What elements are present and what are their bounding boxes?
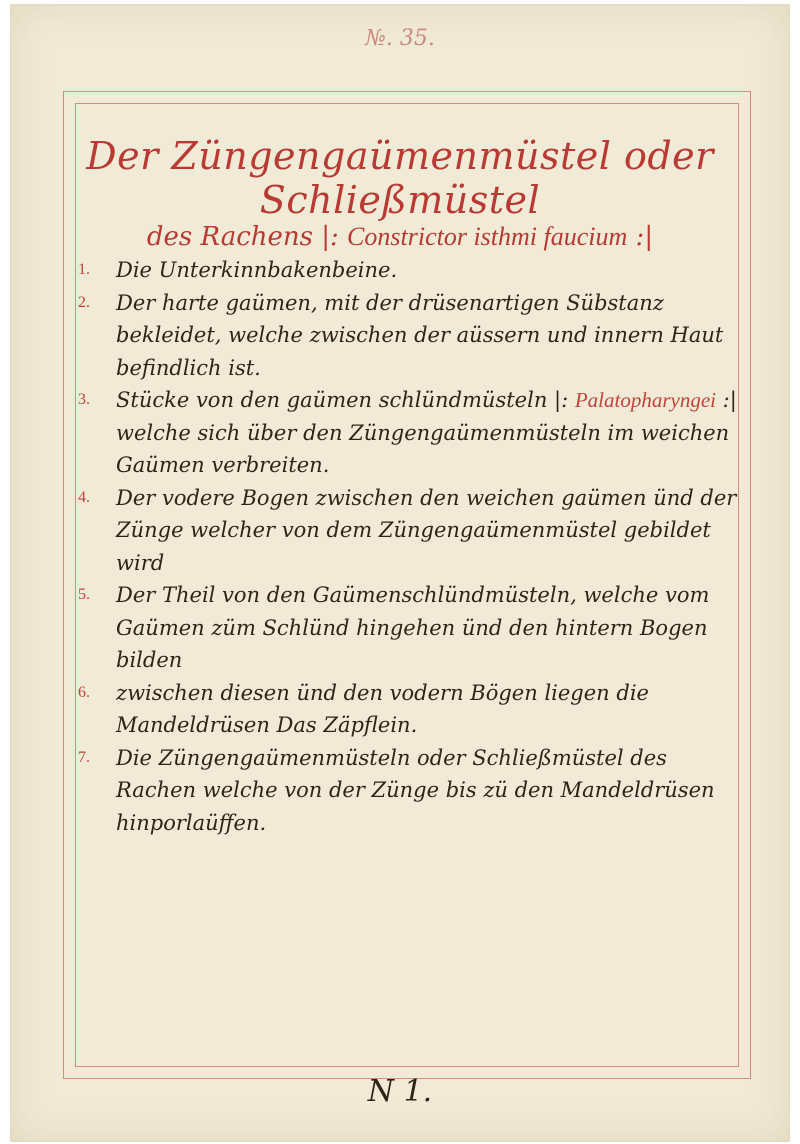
item-text-continued: :| welche sich über den Züngengaümenmüsteln im weichen Gaümen verbreiten. <box>116 388 737 477</box>
latin-term: Palatopharyngei <box>574 388 716 412</box>
title-line-2 <box>60 222 740 252</box>
item-number: 2. <box>78 293 90 311</box>
title-suffix: :| <box>627 222 654 252</box>
sheet-number: №. 35. <box>365 26 435 51</box>
item-number: 7. <box>78 748 90 766</box>
list-item <box>70 482 738 580</box>
item-number: 6. <box>78 683 90 701</box>
list-item <box>70 579 738 677</box>
item-number: 4. <box>78 488 90 506</box>
list-item <box>70 287 738 385</box>
page-title <box>60 134 740 252</box>
list-item <box>70 254 738 287</box>
title-latin-term: Constrictor isthmi faucium <box>347 222 628 251</box>
item-text: Stücke von den gaümen schlündmüsteln |: <box>116 388 575 412</box>
item-number: 3. <box>78 391 90 408</box>
list-item <box>70 742 738 840</box>
item-text: Die Unterkinnbakenbeine. <box>116 258 398 282</box>
item-text: Die Züngengaümenmüsteln oder Schließmüstel des Rachen welche von der Zünge bis zü den Mandeldrüsen hinporlaüffen. <box>116 745 715 835</box>
list-item <box>70 384 738 482</box>
item-text: zwischen diesen ünd den vodern Bögen liegen die Mandeldrüsen Das Zäpflein. <box>116 680 649 737</box>
title-prefix: des Rachens |: <box>146 222 348 252</box>
item-text: Der vodere Bogen zwischen den weichen gaümen ünd der Zünge welcher von dem Züngengaümenmüstel gebildet wird <box>116 485 737 575</box>
legend-list <box>70 254 738 839</box>
title-line-1: Der Züngengaümenmüstel oder Schließmüstel <box>86 134 714 222</box>
item-text: Der harte gaümen, mit der drüsenartigen Sübstanz bekleidet, welche zwischen der aüssern und innern Haut befindlich ist. <box>116 290 724 380</box>
item-number: 5. <box>78 586 90 603</box>
list-item <box>70 677 738 742</box>
item-number: 1. <box>78 261 90 278</box>
item-text: Der Theil von den Gaümenschlündmüsteln, welche vom Gaümen züm Schlünd hingehen ünd den hintern Bogen bilden <box>116 583 710 672</box>
footer-sheet-number: N 1. <box>367 1074 433 1109</box>
